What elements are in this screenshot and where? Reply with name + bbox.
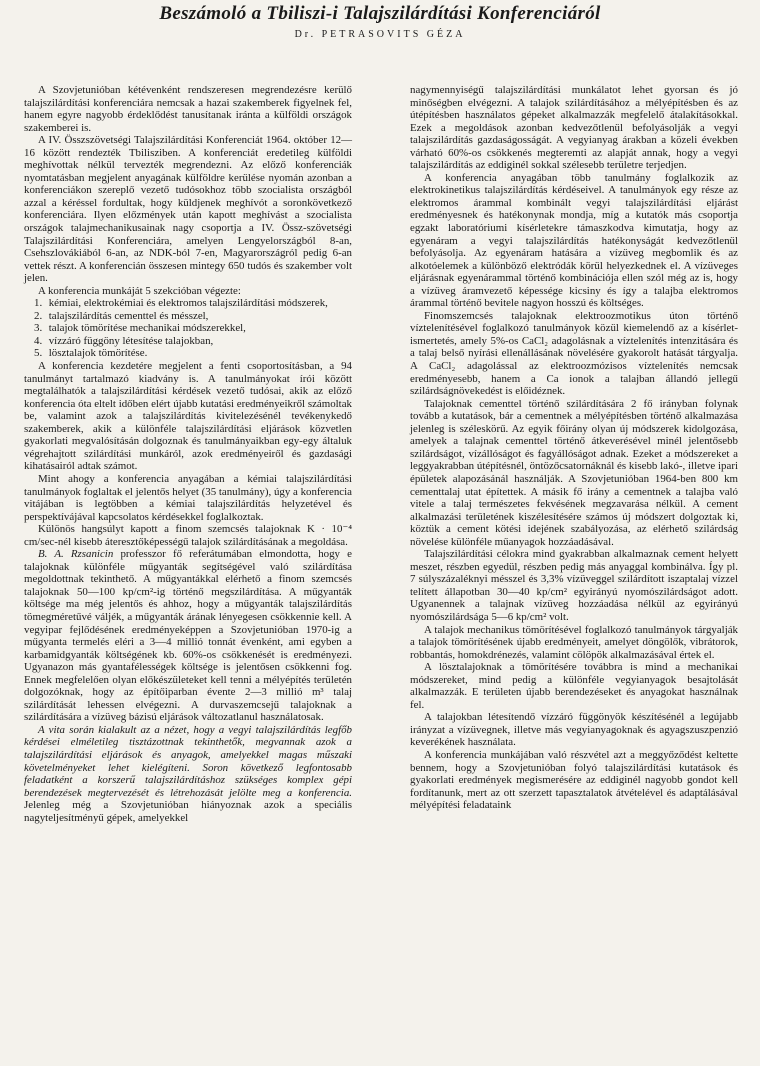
paragraph: Finomszemcsés talajoknak elektroozmotikus úton történő víztelenítésével foglalkozó tanulmányok közül kiemelendő az a kísérlet-ismertetés, amely 5%-os CaCl₂ adagolásnak a víztelenítés intenzitására és a talaj belső nyírási ellenállásának növelésére gyakorolt hatását tárgyalja. A CaCl₂ adagolással az elektroozmózisos víztelenítés nemcsak eredményesebb, hanem a Ca ionok a talajban állandó jellegű szilárdságnövekedést is előidéznek.	[410, 309, 738, 398]
paragraph: A konferencia anyagában több tanulmány foglalkozik az elektrokinetikus talajszilárdítás kérdéseivel. A tanulmányok egy része az elektromos árammal kombinált vegyi talajszilárdítási eljárást eredményesnek és hatékonynak mondja, míg a kutatók más csoportja egzakt laboratóriumi kísérletekre támaszkodva kimutatja, hogy az egyenáram a vegyi talajszilárdítás hatékonyságát kedvezőtlenül befolyásolja. Az egyenáram hatására a vízüveg megbomlik és az alkotóelemek a különböző elektródák körül helyezkednek el. A vízüveges eljárásnak egyenárammal történő kombinációja ellen szól még az is, hogy a vízüveg áramvezető képessége kicsiny és így a talajba elektromos árammal történő bevitele nagyon hosszú és költséges.	[410, 171, 738, 310]
article-title: Beszámoló a Tbiliszi-i Talajszilárdítási Konferenciáról	[159, 3, 601, 24]
paragraph: B. A. Rzsanicin professzor fő referátumában elmondotta, hogy e talajoknak különféle műgyanták segítségével való szilárdítása megoldottnak tekinthető. A műgyantákkal elérhető a finom szemcsés talajoknak 50—100 kp/cm²-ig történő megszilárdítása. A műgyanták költsége ma még jelentős és ahhoz, hogy a műgyanták talajszilárdítás tömegméretűvé váljék, a műgyanták árának lényegesen csökkennie kell. A vegyipar fejlődésének eredményeképpen a Szovjetunióban 1970-ig a műgyanta termelés eléri a 3—4 millió tonnát évenként, ami egyben a karbamidgyanták költségének kb. 60%-os csökkenését is eredményezi. Ugyanazon más gyantafélességek költsége is jelentősen csökkenni fog. Ennek megfelelően olyan előkészületeket kell tenni a mélyépítés területén dolgozóknak, hogy az építőiparban évente 2—3 millió m³ talaj szilárdítását lehessen elvégezni. A durvaszemcsejű talajoknak a szilárdítására a vízüveg bázisú eljárások változatlanul használatosak.	[24, 548, 352, 724]
paragraph: A Szovjetunióban kétévenként rendszeresen megrendezésre kerülő talajszilárdítási konferenciára nemcsak a hazai szakemberek figyelnek fel, hanem egyre nagyobb érdeklődést tanusítanak iránta a külföldi országok szakemberei is.	[24, 84, 352, 134]
right-column	[410, 84, 738, 812]
paragraph: Különös hangsúlyt kapott a finom szemcsés talajoknak K · 10⁻⁴ cm/sec-nél kisebb áteresztőképességű talajok szilárdításának a megoldása.	[24, 523, 352, 548]
paragraph: A vita során kialakult az a nézet, hogy a vegyi talajszilárdítás legfőb kérdései elméletileg tisztázottnak tekinthetők, megvannak azok a talajszilárdítási eljárások és anyagok, amelyekkel magas műszaki követelményeket lehet kielégíteni. Soron következő legfontosabb feladatként a korszerű talajszilárdításhoz szükséges komplex gépi berendezések megtervezését és létrehozását jelölte meg a konferencia. Jelenleg még a Szovjetunióban hiányoznak azok a speciális nagyteljesítményű gépek, amelyekkel	[24, 723, 352, 824]
paragraph: A lösztalajoknak a tömörítésére továbbra is mind a mechanikai módszereket, mind pedig a különféle vegyianyagok besajtolását alkalmazzák. E területen újabb berendezéseket és anyagokat használnak fel.	[410, 661, 738, 711]
paragraph: Talajszilárdítási célokra mind gyakrabban alkalmaznak cement helyett meszet, részben egyedül, részben pedig más anyaggal kombinálva. Így pl. 7 súlyszázaléknyi mésszel és 3,3% vízüveggel szilárdított iszaptalaj vízzel telített állapotban 30—40 kp/cm² egyirányú nyomószilárdságot adott. Ugyanennek a talajnak vízüveg hozzáadása nélkül az egyirányú nyomószilárdsága 5—6 kp/cm² volt.	[410, 548, 738, 623]
paragraph: A konferencia munkájában való részvétel azt a meggyőződést keltette bennem, hogy a Szovjetunióban folyó talajszilárdítási kutatások és gyakorlati eredmények megismerésére az eddiginél nagyobb gondot kell fordítanunk, mert az ott szerzett tapasztalatok átvételével és adaptálásával mélyépítési feladataink	[410, 748, 738, 812]
left-column	[24, 84, 352, 824]
list-item: 1. kémiai, elektrokémiai és elektromos talajszilárdítási módszerek,	[34, 297, 328, 310]
list-item: 3. talajok tömörítése mechanikai módszerekkel,	[34, 322, 246, 335]
list-item: 2. talajszilárdítás cementtel és mésszel,	[34, 309, 209, 322]
paragraph-continued: nagymennyiségű talajszilárdítási munkálatot lehet gyorsan és jó minőségben elvégezni. A talajok szilárdításához a mélyépítésben és az útépítésben használatos gépeket alkalmazzák megfelelő átalakításokkal. Ezek a megoldások azonban kedvezőtlenül befolyásolják a vegyi talajszilárdítás gazdaságosságát. A vegyianyag árakban a közeli években várható 60%-os csökkenés megteremti az alapját annak, hogy a vegyi talajszilárdítás az eddiginél sokkal szélesebb területre terjedjen.	[410, 84, 738, 172]
paragraph: A konferencia munkáját 5 szekcióban végezte:	[38, 284, 241, 297]
section-list	[24, 297, 352, 360]
paragraph: A IV. Összszövetségi Talajszilárdítási Konferenciát 1964. október 12—16 között rendezték Tbilisziben. A konferenciát eredetileg külföldi meghívottak nélkül tervezték megrendezni. Az előző konferenciák nyomtatásban megjelent anyagának külföldre kerülése nyomán azonban a konferenciákon szereplő vezető tudósokhoz több szocialista országból azzal a kéréssel fordultak, hogy küldjenek meghívót a soronkövetkező konferenciára. Ilyen előzmények után kapott meghívást a szocialista országok talajmechanikusainak nagy csoportja a IV. Össz-szövetségi Talajszilárdítási Konferenciára, amelyen Lengyelországból 8-an, Csehszlovákiából 6-an, az NDK-ból 7-en, Magyarországról pedig 6-an vettek részt. A konferencián összesen mintegy 650 tudós és szakember volt jelen.	[24, 134, 352, 285]
italic-passage: A vita során kialakult az a nézet, hogy a vegyi talajszilárdítás legfőb kérdései elméletileg tisztázottnak tekinthetők, megvannak azok a talajszilárdítási eljárások és anyagok, amelyekkel magas műszaki követelményeket lehet kielégíteni. Soron következő legfontosabb feladatként a korszerű talajszilárdításhoz szükséges komplex gépi berendezések megtervezését és létrehozását jelölte meg a konferencia.	[24, 723, 352, 799]
paragraph: Mint ahogy a konferencia anyagában a kémiai talajszilárdítási tanulmányok foglaltak el jelentős helyet (35 tanulmány), úgy a konferencia vitájában is legtöbben a kémiai talajszilárdítás helyzetével és perspektívájával kapcsolatos kérdésekkel foglalkoztak.	[24, 472, 352, 523]
list-item: 5. lösztalajok tömörítése.	[34, 347, 148, 360]
list-item: 4. vízzáró függöny létesítése talajokban,	[34, 334, 214, 347]
paragraph: A talajokban létesítendő vízzáró függönyök készítésénél a legújabb irányzat a vízüvegnek, illetve más vegyianyagoknak és agyagszuszpenzió keverékének használata.	[410, 711, 738, 749]
paragraph: Talajoknak cementtel történő szilárdítására 2 fő irányban folynak tovább a kutatások, bár a cementnek a mélyépítésben történő alkalmazása jelenleg is széleskörű. Az egyik főirány olyan új módszerek kidolgozása, amelyek a talajnak cementtel történő átkeverésével minél jelentősebb szilárdságot, vízállóságot és fagyállóságot adnak. Ezeket a módszereket a leggyakrabban útépítésnél, öntözőcsatornáknál és kisebb lakó-, illetve ipari épületek alapozásánál használják. A Szovjetunióban 1964-ben 800 km cementtalaj utat építettek. A másik fő irány a cementnek a talajba való vitele a talaj természetes fekvésének megzavarása nélkül. A cement alkalmazási területének kiszélesítésére számos új módszert dolgoztak ki, köztük a cement kötési idejének szabályozása, az elérhető szilárdság növelése különféle műanyagok hozzáadásával.	[410, 397, 738, 548]
paragraph: A talajok mechanikus tömörítésével foglalkozó tanulmányok tárgyalják a talajok tömörítésének újabb eredményeit, amelyet döngölők, vibrátorok, robbantás, homokdrénezés, valamint cölöpök alkalmazásával értek el.	[410, 623, 738, 661]
person-name: B. A. Rzsanicin	[38, 548, 114, 561]
article-author: Dr. PETRASOVITS GÉZA	[294, 29, 466, 40]
paragraph: A konferencia kezdetére megjelent a fenti csoportosításban, a 94 tanulmányt tartalmazó kiadvány is. A tanulmányokat írói között megtalálhatók a talajszilárdítási kérdések vezető tudósai, akik az előző konferencia óta eltelt időben elért újabb kutatási eredményeikről számoltak be, valamint azok a talajszilárdítás kivitelezésénél tevékenykedő szakemberek, akik a különféle talajszilárdítási eljárások közvetlen gyakorlati megvalósításán dolgoznak és tanulmányaikban egy-egy általuk végrehajtott szilárdítási munkáról, azok eredményeiről és gazdasági kihatásairól adtak számot.	[24, 360, 352, 473]
